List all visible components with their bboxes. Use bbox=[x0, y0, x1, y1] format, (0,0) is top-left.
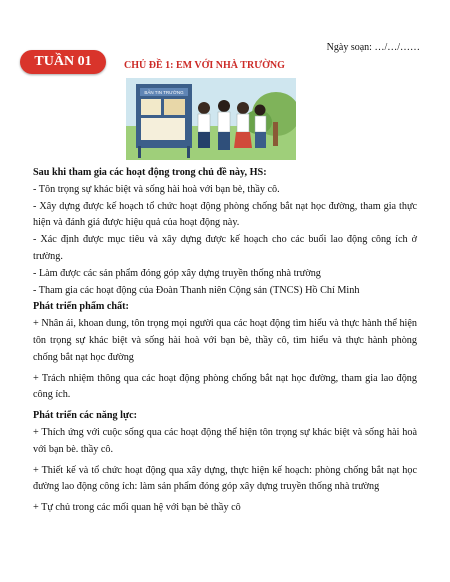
qualities-heading: Phát triển phẩm chất: bbox=[33, 301, 129, 313]
goal-item: - Làm được các sản phẩm đóng góp xây dựng truyền thống nhà trường bbox=[33, 267, 321, 279]
topic-title: CHỦ ĐỀ 1: EM VỚI NHÀ TRƯỜNG bbox=[124, 60, 285, 71]
goal-item: - Tôn trọng sự khác biệt và sống hài hoà với bạn bè, thầy cô. bbox=[33, 183, 280, 195]
intro-text: Sau khi tham gia các hoạt động trong chủ đề này, HS: bbox=[33, 167, 267, 178]
abilities-heading: Phát triển các năng lực: bbox=[33, 410, 138, 422]
ability-item: + Thích ứng với cuộc sống qua các hoạt động thể hiện tôn trọng sự khác biệt và sống hài hoà với bạn bè. thầy cô. bbox=[33, 426, 417, 455]
quality-item: + Trách nhiệm thông qua các hoạt động phòng chống bắt nạt học đường, tham gia lao động công ích. bbox=[33, 372, 417, 401]
goal-item: - Xây dựng được kế hoạch tổ chức hoạt động phòng chống bắt nạt học đường, tham gia thực hiện và đánh giá được hiệu quả của hoạt động này. bbox=[33, 200, 417, 229]
board-title: BẢN TIN TRƯỜNG bbox=[144, 90, 184, 95]
quality-item: + Nhân ái, khoan dung, tôn trọng mọi người qua các hoạt động tìm hiểu và thực hành thể hiện tôn trọng sự khác biệt và sống hài hoà với bạn bè, thầy cô, tìm hiểu và thực hành phòng chống bắt nạt học đường bbox=[33, 318, 417, 363]
week-badge: TUẦN 01 bbox=[20, 50, 106, 74]
document-body bbox=[33, 165, 417, 517]
date-label: Ngày soạn: …/…/…… bbox=[326, 42, 420, 53]
ability-item: + Thiết kế và tổ chức hoạt động qua xây dựng, thực hiện kế hoạch: phòng chống bắt nạt học đường lao động công ích: làm sản phẩm đóng góp xây dựng truyền thống nhà trường bbox=[33, 464, 417, 493]
goal-item: - Xác định được mục tiêu và xây dựng được kế hoạch cho các buổi lao động công ích ở trường. bbox=[33, 234, 417, 262]
school-illustration bbox=[126, 78, 296, 160]
ability-item: + Tự chủ trong các mối quan hệ với bạn bè thầy cô bbox=[33, 502, 241, 514]
goal-item: - Tham gia các hoạt động của Đoàn Thanh niên Cộng sản (TNCS) Hồ Chí Minh bbox=[33, 284, 360, 296]
